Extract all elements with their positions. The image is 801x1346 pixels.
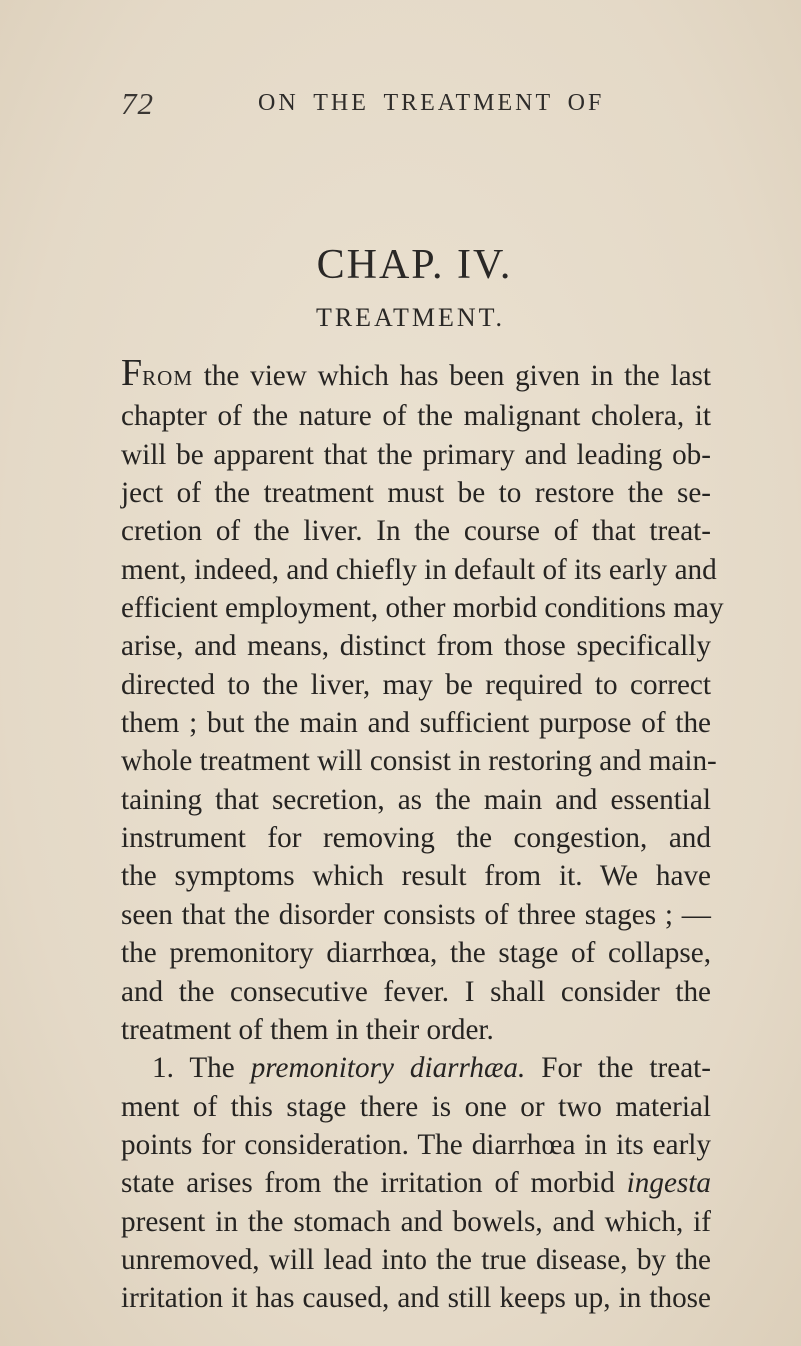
text-line [121,354,711,397]
drop-cap: F [121,352,143,394]
page-number: 72 [121,86,154,121]
text-line: will be apparent that the primary and leading ob- [121,438,711,471]
text-line: the premonitory diarrhœa, the stage of collapse, [121,937,711,970]
text-line: them ; but the main and sufficient purpose of the [121,707,711,740]
text-line: ject of the treatment must be to restore the se- [121,477,711,510]
text-line: efficient employment, other morbid conditions may [121,592,724,625]
line-text: For the treat- [525,1052,711,1085]
italic-text: ingesta [626,1167,711,1200]
chapter-heading: CHAP. IV. [316,242,513,288]
running-head [121,86,721,120]
text-line: ment, indeed, and chiefly in default of its early and [121,553,717,586]
line-text: state arises from the irritation of morbid [121,1167,627,1200]
text-line [121,1164,711,1202]
text-line: taining that secretion, as the main and essential [121,783,711,816]
italic-text: premonitory diarrhæa. [250,1052,526,1085]
text-line: seen that the disorder consists of three stages ; — [121,898,711,931]
text-line: the symptoms which result from it. We have [121,860,711,893]
text-line: instrument for removing the congestion, and [121,822,711,855]
text-line [121,1049,711,1087]
text-line: ment of this stage there is one or two material [121,1090,711,1123]
text-line: unremoved, will lead into the true disease, by the [121,1243,711,1276]
line-text: the view which has been given in the last [193,360,711,392]
text-line: present in the stomach and bowels, and which, if [121,1205,711,1238]
text-line: chapter of the nature of the malignant cholera, it [121,400,711,433]
text-line: irritation it has caused, and still keeps up, in those [121,1282,711,1315]
text-line: and the consecutive fever. I shall consider the [121,975,711,1008]
text-line: cretion of the liver. In the course of that treat- [121,515,711,548]
line-text: 1. The [152,1052,251,1085]
text-line: points for consideration. The diarrhœa in its early [121,1128,711,1161]
text-line: treatment of them in their order. [121,1013,494,1046]
running-title: ON THE TREATMENT OF [258,90,605,116]
body-text [121,352,724,1318]
section-heading: TREATMENT. [315,303,506,332]
small-caps-text: ROM [142,366,193,390]
text-line: arise, and means, distinct from those specifically [121,630,711,663]
text-line: directed to the liver, may be required to correct [121,668,711,701]
text-line: whole treatment will consist in restoring and main- [121,745,717,778]
